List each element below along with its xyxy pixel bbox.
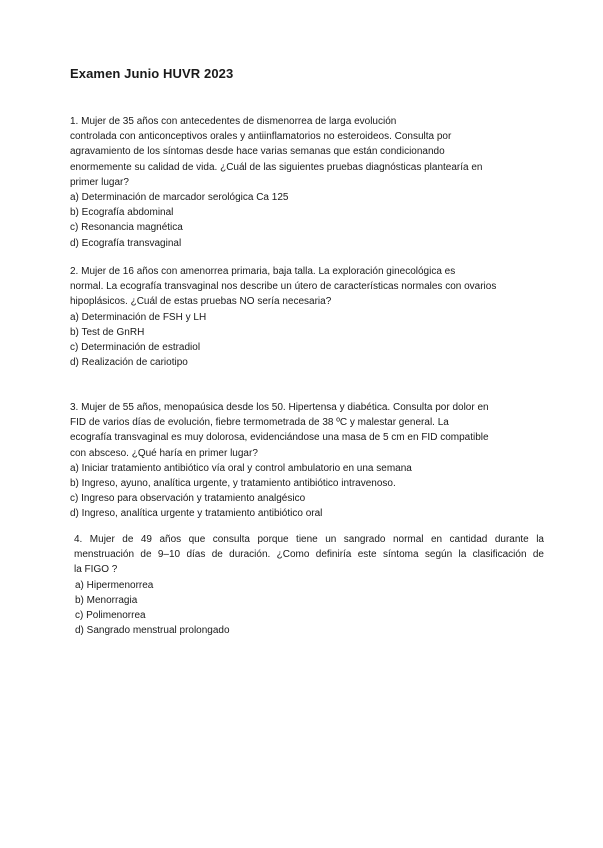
question-4-option-a: a) Hipermenorrea — [75, 579, 154, 591]
question-4 — [74, 532, 544, 638]
question-1-line: agravamiento de los síntomas desde hace varias semanas que están condicionando — [70, 146, 445, 158]
question-1-option-a: a) Determinación de marcador serológica Ca 125 — [70, 192, 289, 204]
question-3 — [70, 400, 548, 522]
question-3-option-b: b) Ingreso, ayuno, analítica urgente, y tratamiento antibiótico intravenoso. — [70, 478, 396, 490]
question-1-option-d: d) Ecografía transvaginal — [70, 237, 182, 249]
question-1-option-b: b) Ecografía abdominal — [70, 207, 174, 219]
question-3-option-a: a) Iniciar tratamiento antibiótico vía oral y control ambulatorio en una semana — [70, 462, 412, 474]
question-3-line: 3. Mujer de 55 años, menopaúsica desde los 50. Hipertensa y diabética. Consulta por dolor en — [70, 402, 489, 413]
question-4-line: menstruación de 9–10 días de duración. ¿Como definiría este síntoma según la clasificación de — [74, 549, 544, 561]
question-4-option-d: d) Sangrado menstrual prolongado — [75, 625, 230, 637]
question-4-option-c: c) Polimenorrea — [75, 610, 146, 622]
document-title: Examen Junio HUVR 2023 — [70, 66, 234, 81]
question-1-line: 1. Mujer de 35 años con antecedentes de dismenorrea de larga evolución — [70, 116, 397, 127]
question-3-option-c: c) Ingreso para observación y tratamiento analgésico — [70, 493, 306, 505]
question-1-line: enormemente su calidad de vida. ¿Cuál de las siguientes pruebas diagnósticas plantearía en — [70, 161, 483, 173]
question-4-option-b: b) Menorragia — [75, 594, 138, 606]
question-3-option-d: d) Ingreso, analítica urgente y tratamiento antibiótico oral — [70, 508, 323, 520]
question-3-line: ecografía transvaginal es muy dolorosa, evidenciándose una masa de 5 cm en FID compatible — [70, 432, 489, 444]
question-2-option-c: c) Determinación de estradiol — [70, 342, 201, 354]
question-2-option-b: b) Test de GnRH — [70, 326, 145, 338]
question-2-line: hipoplásicos. ¿Cuál de estas pruebas NO sería necesaria? — [70, 296, 332, 308]
question-2-line: normal. La ecografía transvaginal nos describe un útero de características normales con ovarios — [70, 281, 497, 293]
question-2-line: 2. Mujer de 16 años con amenorrea primaria, baja talla. La exploración ginecológica es — [70, 266, 456, 277]
question-3-line: FID de varios días de evolución, fiebre termometrada de 38 ºC y malestar general. La — [70, 417, 449, 429]
question-2-option-d: d) Realización de cariotipo — [70, 357, 188, 369]
question-4-line: la FIGO ? — [74, 564, 118, 576]
question-1-option-c: c) Resonancia magnética — [70, 222, 183, 234]
question-1 — [70, 114, 548, 251]
question-2 — [70, 264, 548, 370]
question-3-line: con absceso. ¿Qué haría en primer lugar? — [70, 447, 258, 459]
question-4-line: 4. Mujer de 49 años que consulta porque tiene un sangrado normal en cantidad durante la — [74, 534, 544, 545]
question-1-line: primer lugar? — [70, 176, 129, 188]
question-1-line: controlada con anticonceptivos orales y antiinflamatorios no esteroideos. Consulta por — [70, 131, 452, 143]
question-2-option-a: a) Determinación de FSH y LH — [70, 311, 207, 323]
